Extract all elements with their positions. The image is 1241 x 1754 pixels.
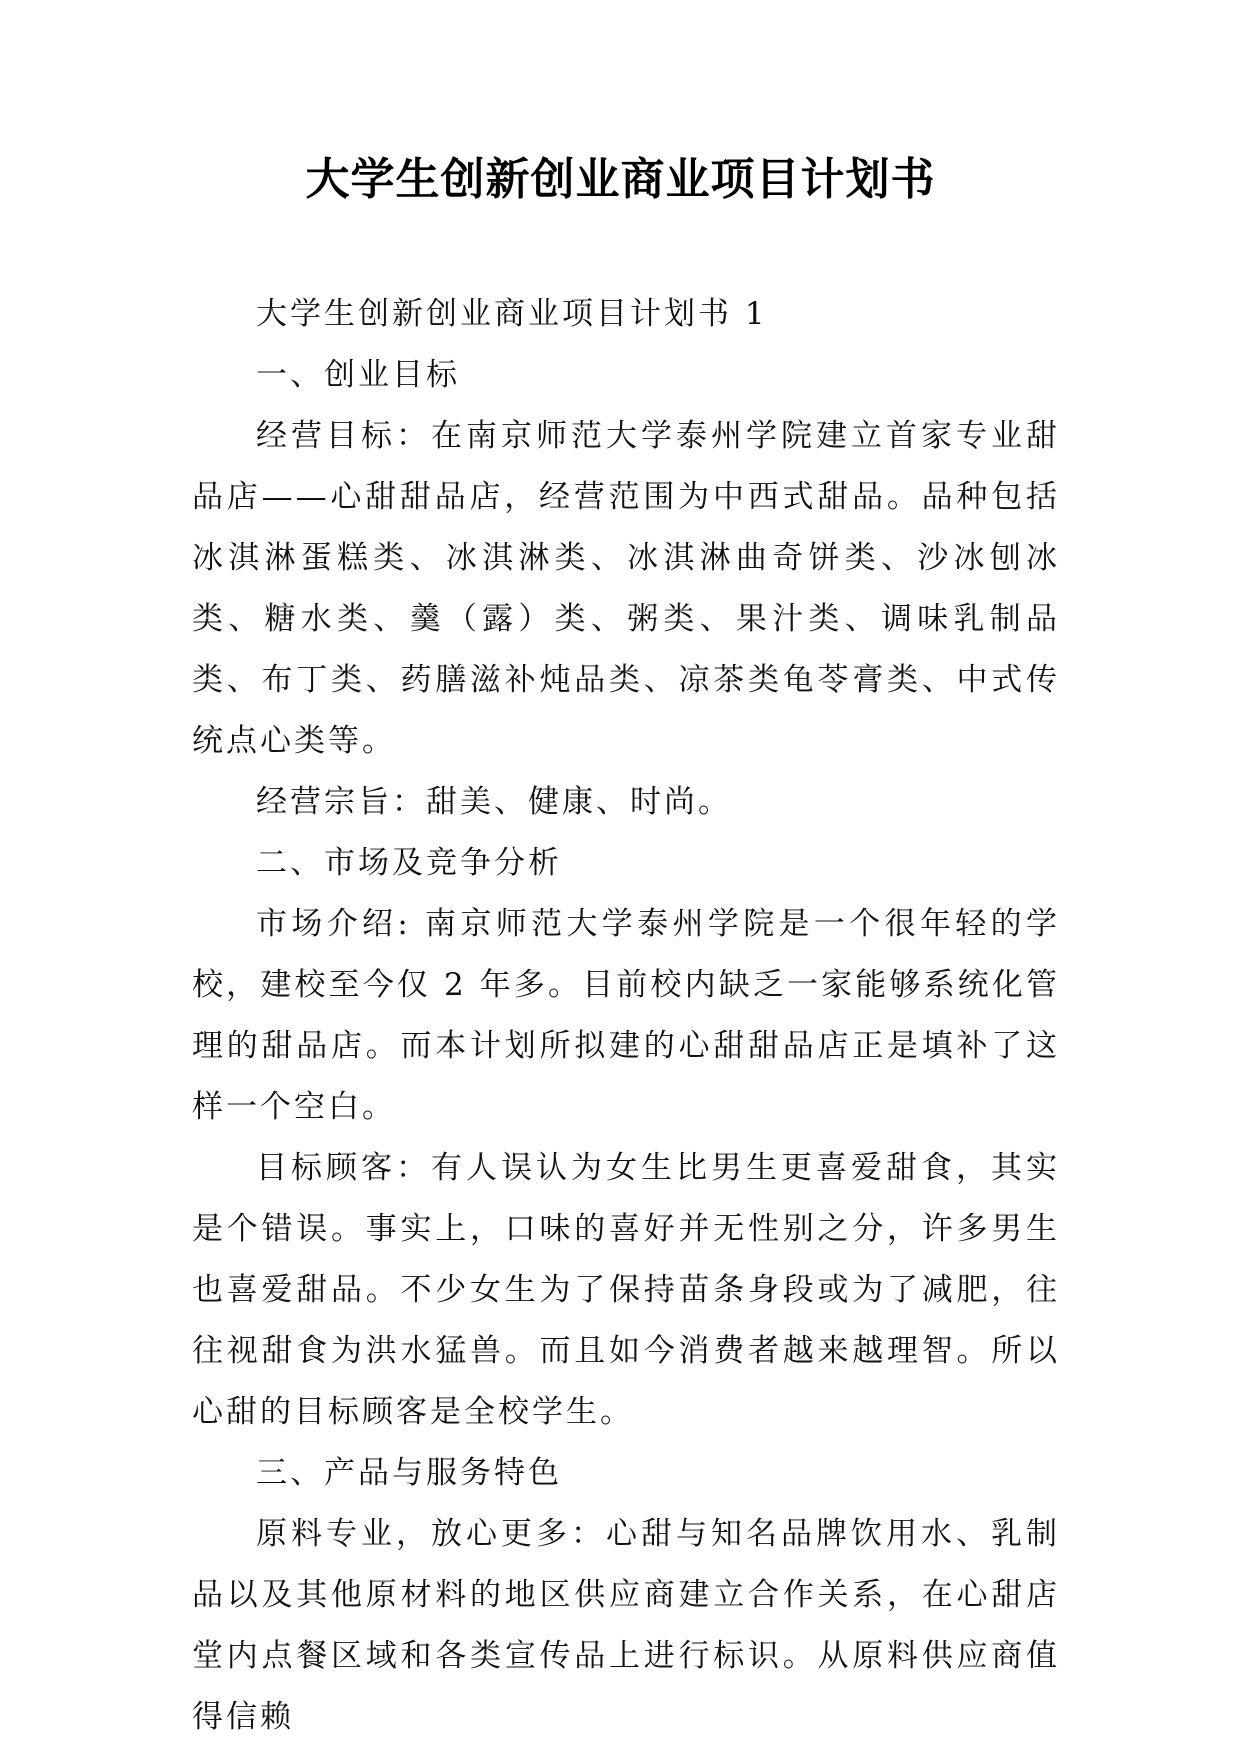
document-body [192, 284, 1060, 1748]
section-heading-3: 三、产品与服务特色 [256, 1455, 562, 1491]
paragraph-ingredients: 原料专业，放心更多：心甜与知名品牌饮用水、乳制品以及其他原材料的地区供应商建立合作关系，在心甜店堂内点餐区域和各类宣传品上进行标识。从原料供应商值得信赖 [192, 1516, 1060, 1735]
paragraph-market-intro: 市场介绍: 南京师范大学泰州学院是一个很年轻的学校，建校至今仅 2 年多。目前校内缺乏一家能够系统化管理的甜品店。而本计划所拟建的心甜甜品店正是填补了这样一个空白。 [192, 906, 1060, 1125]
section-heading-2: 二、市场及竞争分析 [256, 845, 562, 881]
section-heading-1: 一、创业目标 [256, 357, 460, 393]
paragraph-target-customers: 目标顾客：有人误认为女生比男生更喜爱甜食，其实是个错误。事实上，口味的喜好并无性别之分，许多男生也喜爱甜品。不少女生为了保持苗条身段或为了减肥，往往视甜食为洪水猛兽。而且如今消费者越来越理智。所以心甜的目标顾客是全校学生。 [192, 1150, 1060, 1430]
paragraph-business-tenet: 经营宗旨：甜美、健康、时尚。 [256, 784, 732, 820]
document-title: 大学生创新创业商业项目计划书 [305, 154, 936, 205]
subtitle-paragraph: 大学生创新创业商业项目计划书 1 [256, 296, 768, 332]
paragraph-business-goal: 经营目标：在南京师范大学泰州学院建立首家专业甜品店——心甜甜品店，经营范围为中西式甜品。品种包括冰淇淋蛋糕类、冰淇淋类、冰淇淋曲奇饼类、沙冰刨冰类、糖水类、羹（露）类、粥类、果汁类、调味乳制品类、布丁类、药膳滋补炖品类、凉茶类龟苓膏类、中式传统点心类等。 [192, 418, 1060, 759]
